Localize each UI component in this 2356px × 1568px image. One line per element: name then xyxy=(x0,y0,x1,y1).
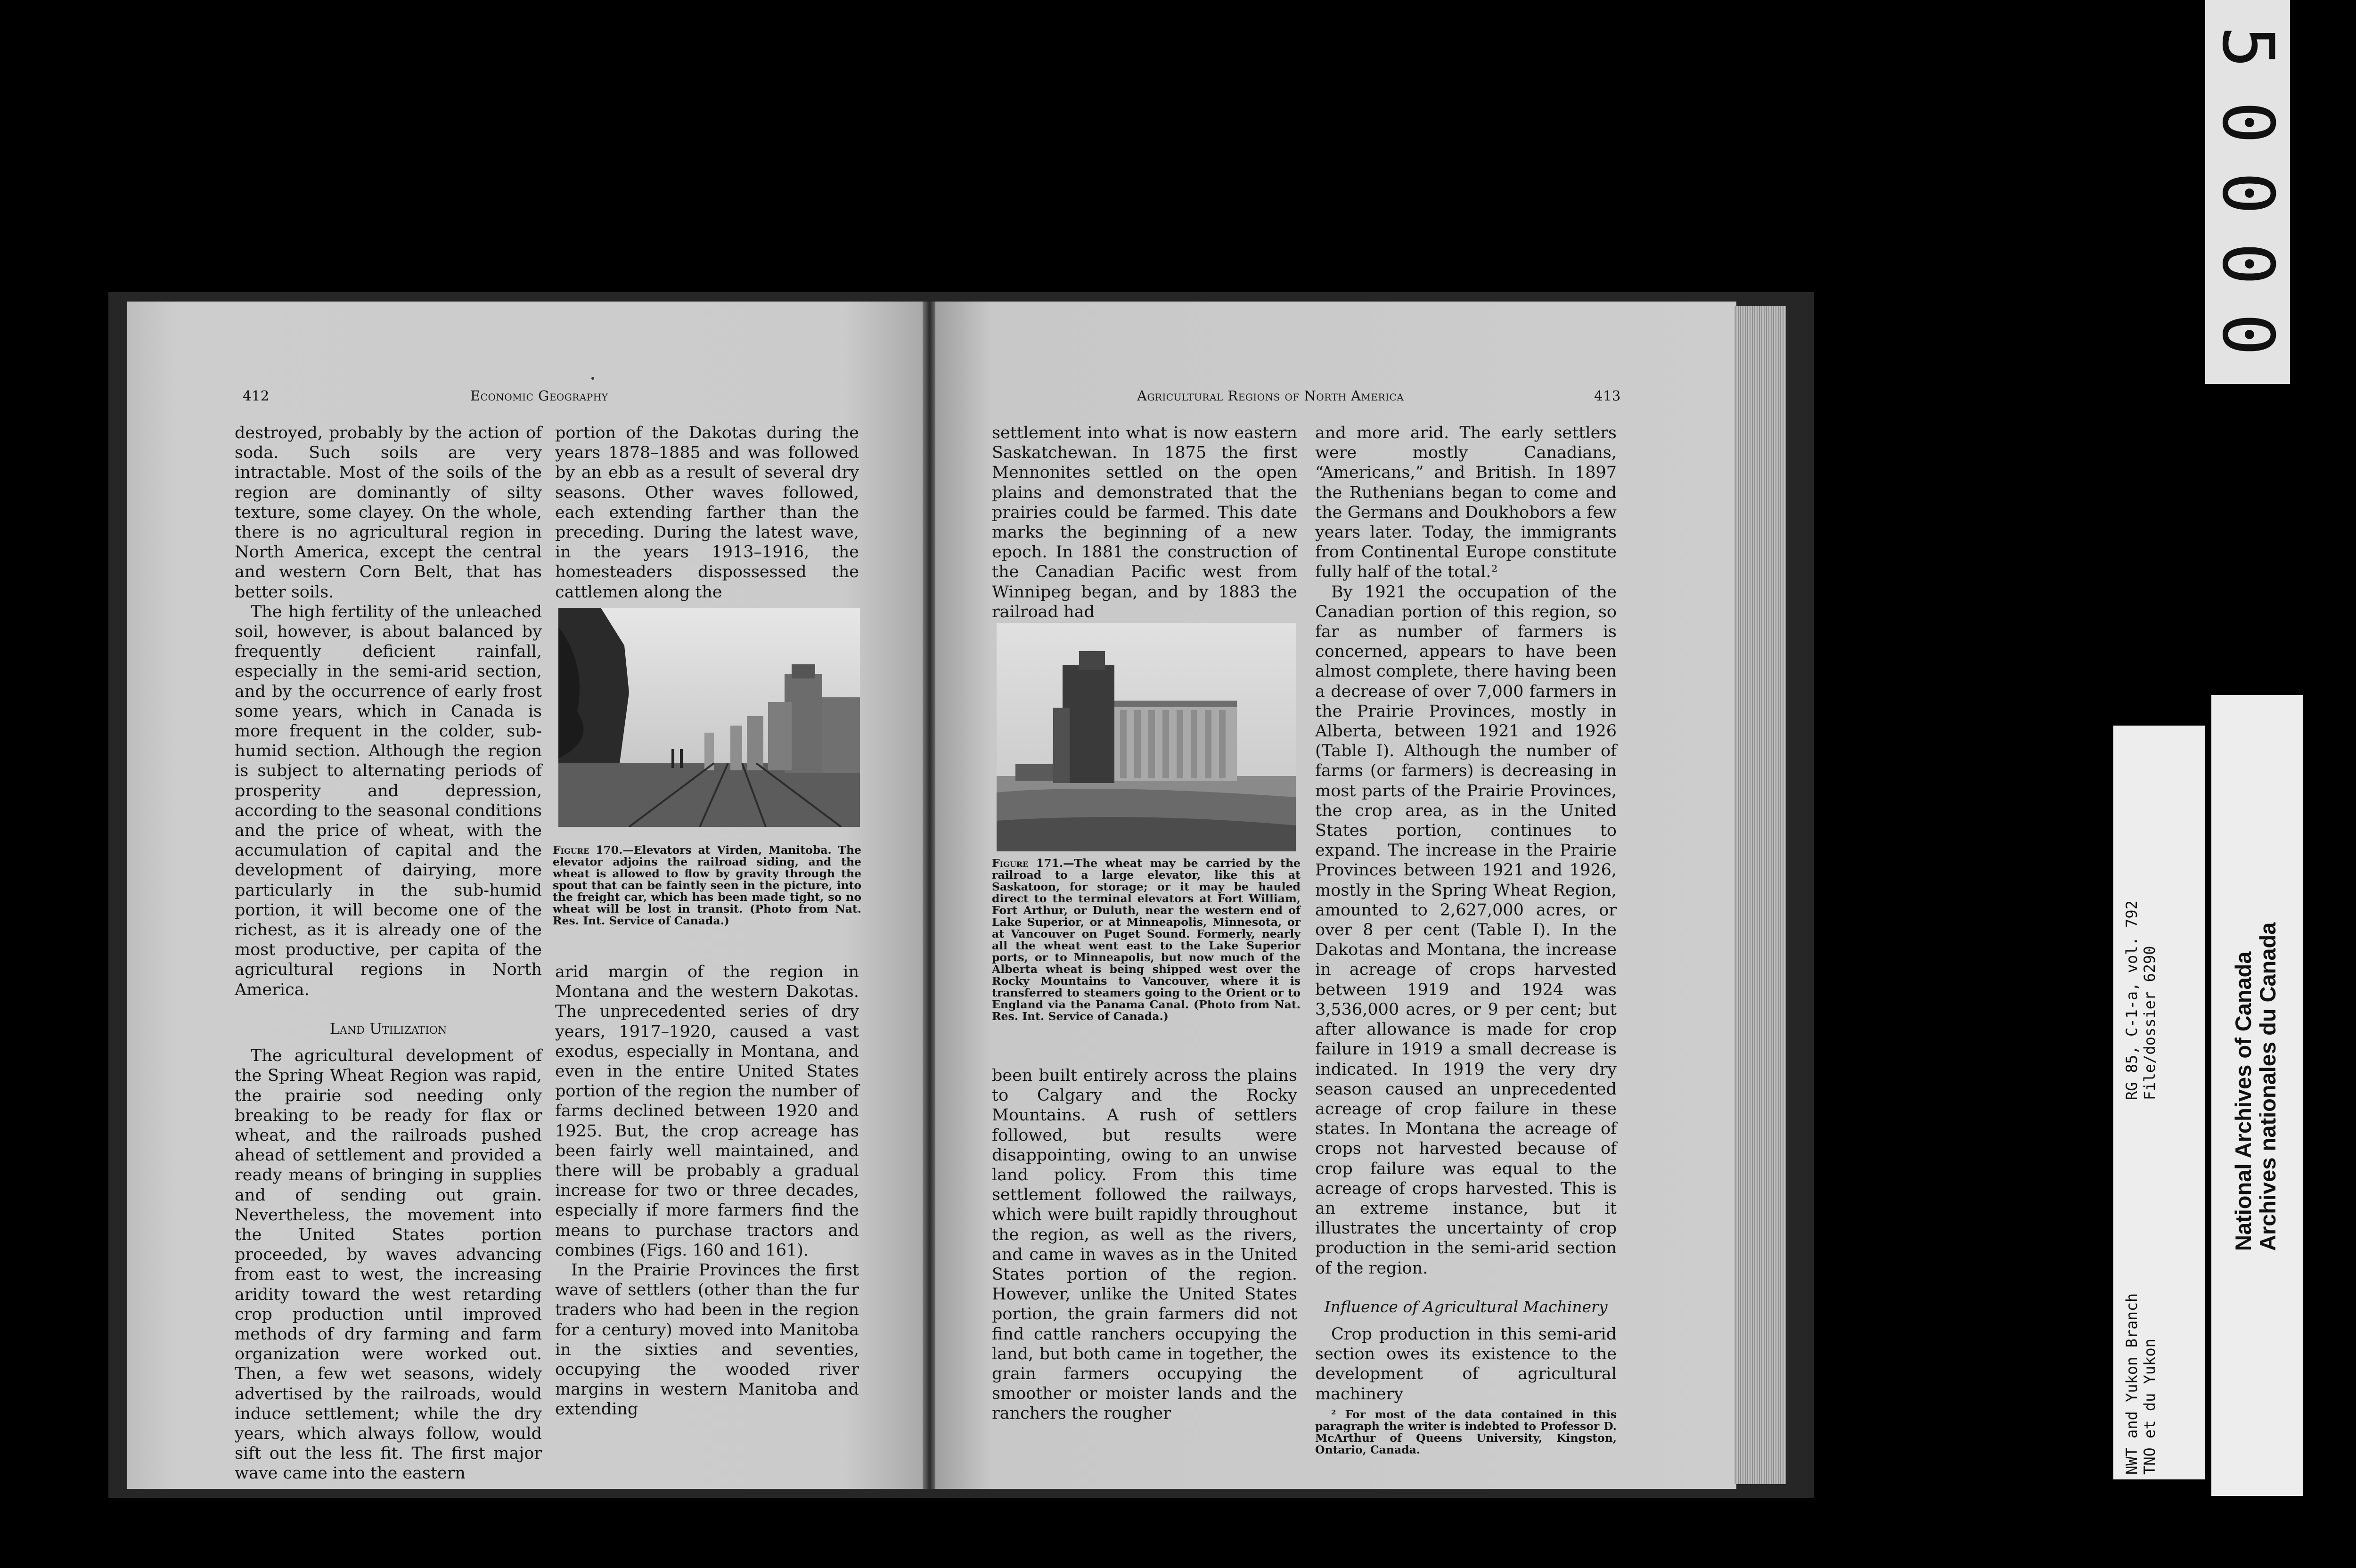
right-column-1-top xyxy=(992,423,1297,622)
frame-digit: 5 xyxy=(2207,25,2289,69)
page-number-right: 413 xyxy=(1594,388,1621,404)
figure-171-photo xyxy=(997,623,1296,851)
book-gutter xyxy=(923,302,937,1489)
frame-digit: 0 xyxy=(2207,101,2289,144)
paragraph: been built entirely across the plains to Calgary and the Rocky Mountains. A rush of settlers followed, but results were disappointing, owing to an unwise land policy. From this time settlement followed the railways, which were built rapidly throughout the region, as well as the rivers, and came in waves as in the United States portion of the region. However, unlike the United States portion, the grain farmers did not find cattle ranchers occupying the land, but both came in together, the grain farmers occupying the smoother or moister lands and the ranchers the rougher xyxy=(992,1066,1297,1423)
section-heading-land-utilization: Land Utilization xyxy=(329,1019,447,1037)
paragraph: arid margin of the region in Montana and the western Dakotas. The unprecedented series of dry years, 1917–1920, caused a vast exodus, especially in Montana, and even in the entire United States portion of the region the number of farms declined between 1920 and 1925. But, the crop acreage has been fairly well maintained, and there will be probably a gradual increase for two or three decades, especially if more farmers find the means to purchase tractors and combines (Figs. 160 and 161). xyxy=(555,963,859,1260)
paragraph: In the Prairie Provinces the first wave of settlers (other than the fur traders who had been in the region for a century) moved into Manitoba in the sixties and seventies, occupying the wooded river margins in western Manitoba and extending xyxy=(555,1261,859,1419)
figure-170-photo xyxy=(558,608,860,827)
figure-171-caption-text: —The wheat may be carried by the railroad to a large elevator, like this at Saskatoon, for storage; or it may be hauled direct to the terminal elevators at Fort William, Fort Arthur, or Duluth, near the western end of Lake Superior, or at Minneapolis, Minnesota, or at Vancouver on Puget Sound. Formerly, nearly all the wheat went east to the Lake Superior ports, or to Minneapolis, but now much of the Alberta wheat is being shipped west over the Rocky Mountains to Vancouver, where it is transferred to steamers going to the Orient or to England via the Panama Canal. (Photo from Nat. Res. Int. Service of Canada.) xyxy=(992,857,1301,1023)
figure-170-caption xyxy=(553,844,861,927)
left-column-1 xyxy=(235,423,542,1484)
film-frame-counter xyxy=(2205,0,2290,384)
paragraph: destroyed, probably by the action of soda. Such soils are very intractable. Most of the soils of the region are dominantly of silty texture, some clayey. On the whole, there is no agricultural region in North America, except the central and western Corn Belt, that has better soils. xyxy=(235,424,542,602)
frame-digit: 0 xyxy=(2207,242,2289,286)
section-heading-agricultural-machinery: Influence of Agricultural Machinery xyxy=(1324,1297,1608,1316)
reference-card xyxy=(2113,726,2205,1479)
reference-line: RG 85, C-1-a, vol. 792 xyxy=(2123,900,2141,1100)
book-page-edges xyxy=(1734,306,1786,1484)
footnote: ² For most of the data contained in this paragraph the writer is indebted to Professor D. McArthur of Queens University, Kingston, Ontario, Canada. xyxy=(1315,1407,1617,1456)
right-column-2 xyxy=(1315,423,1617,1456)
print-speck xyxy=(591,377,594,380)
reference-line: File/dossier 6290 xyxy=(2141,946,2159,1100)
page-number-left: 412 xyxy=(243,388,270,404)
archive-card xyxy=(2211,695,2303,1496)
frame-digit: 0 xyxy=(2207,313,2289,356)
paragraph: and more arid. The early settlers were mostly Canadians, “Americans,” and British. In 1897 the Ruthenians began to come and the Germans and Doukhobors a few years later. Today, the immigrants from Continental Europe constitute fully half of the total.² xyxy=(1315,424,1617,582)
paragraph: portion of the Dakotas during the years 1878–1885 and was followed by an ebb as a result of several dry seasons. Other waves followed, each extending farther than the preceding. During the latest wave, in the years 1913–1916, the homesteaders dispossessed the cattlemen along the xyxy=(555,424,859,602)
figure-171-label: Figure 171. xyxy=(992,857,1063,870)
running-head-right: Agricultural Regions of North America xyxy=(1137,388,1404,404)
right-page xyxy=(935,302,1736,1489)
reference-line: NWT and Yukon Branch xyxy=(2123,1293,2141,1475)
left-column-2-bottom xyxy=(555,962,859,1420)
archive-name-fr: Archives nationales du Canada xyxy=(2255,922,2280,1251)
paragraph: The agricultural development of the Spring Wheat Region was rapid, the prairie sod needing only breaking to be ready for flax or wheat, and the railroads pushed ahead of settlement and provided a ready means of bringing in supplies and of sending out grain. Nevertheless, the movement into the United States portion proceeded, by waves advancing from east to west, the increasing aridity toward the west retarding crop production until improved methods of dry farming and farm organization were worked out. Then, a few wet seasons, widely advertised by the railroads, would induce settlement; while the dry years, which always follow, would sift out the less fit. The first major wave came into the eastern xyxy=(235,1046,542,1483)
paragraph: By 1921 the occupation of the Canadian portion of this region, so far as number of farmers is concerned, appears to have been almost complete, there having been a decrease of over 7,000 farmers in the Prairie Provinces, mostly in Alberta, between 1921 and 1926 (Table I). Although the number of farms (or farmers) is decreasing in most parts of the Prairie Provinces, the crop area, as in the United States portion, continues to expand. The increase in the Prairie Provinces between 1921 and 1926, mostly in the Spring Wheat Region, amounted to 2,627,000 acres, or over 8 per cent (Table I). In the Dakotas and Montana, the increase in acreage of crops harvested between 1919 and 1924 was 3,536,000 acres, or 9 per cent; but after allowance is made for crop failure in 1919 a small decrease is indicated. In 1919 the very dry season caused an unprecedented acreage of crop failure in these states. In Montana the acreage of crops not harvested because of crop failure was equal to the acreage of crops harvested. This is an extreme instance, but it illustrates the uncertainty of crop production in the semi-arid section of the region. xyxy=(1315,582,1617,1278)
figure-170-label: Figure 170. xyxy=(553,843,623,857)
running-head-left: Economic Geography xyxy=(470,388,608,404)
archive-name-en: National Archives of Canada xyxy=(2231,951,2256,1251)
frame-digit: 0 xyxy=(2207,172,2289,215)
paragraph: Crop production in this semi-arid section owes its existence to the development of agricultural machinery xyxy=(1315,1324,1617,1404)
left-column-2-top xyxy=(555,423,859,602)
paragraph: settlement into what is now eastern Saskatchewan. In 1875 the first Mennonites settled on the open plains and demonstrated that the prairies could be farmed. This date marks the beginning of a new epoch. In 1881 the construction of the Canadian Pacific west from Winnipeg began, and by 1883 the railroad had xyxy=(992,424,1297,621)
figure-171-caption xyxy=(992,858,1301,1022)
left-page xyxy=(127,302,924,1489)
figure-170-caption-text: —Elevators at Virden, Manitoba. The elevator adjoins the railroad siding, and the wheat is allowed to flow by gravity through the spout that can be faintly seen in the picture, into the freight car, which has been made tight, so no wheat will be lost in transit. (Photo from Nat. Res. Int. Service of Canada.) xyxy=(553,843,862,927)
right-column-1-bottom xyxy=(992,1066,1297,1424)
paragraph: The high fertility of the unleached soil, however, is about balanced by frequently deficient rainfall, especially in the semi-arid section, and by the occurrence of early frost some years, which in Canada is more frequent in the colder, sub-humid section. Although the region is subject to alternating periods of prosperity and depression, according to the seasonal conditions and the price of wheat, with the accumulation of capital and the development of dairying, more particularly in the sub-humid portion, it will become one of the richest, as it is already one of the most productive, per capita of the agricultural regions in North America. xyxy=(235,602,542,999)
reference-line: TNO et du Yukon xyxy=(2141,1339,2159,1475)
